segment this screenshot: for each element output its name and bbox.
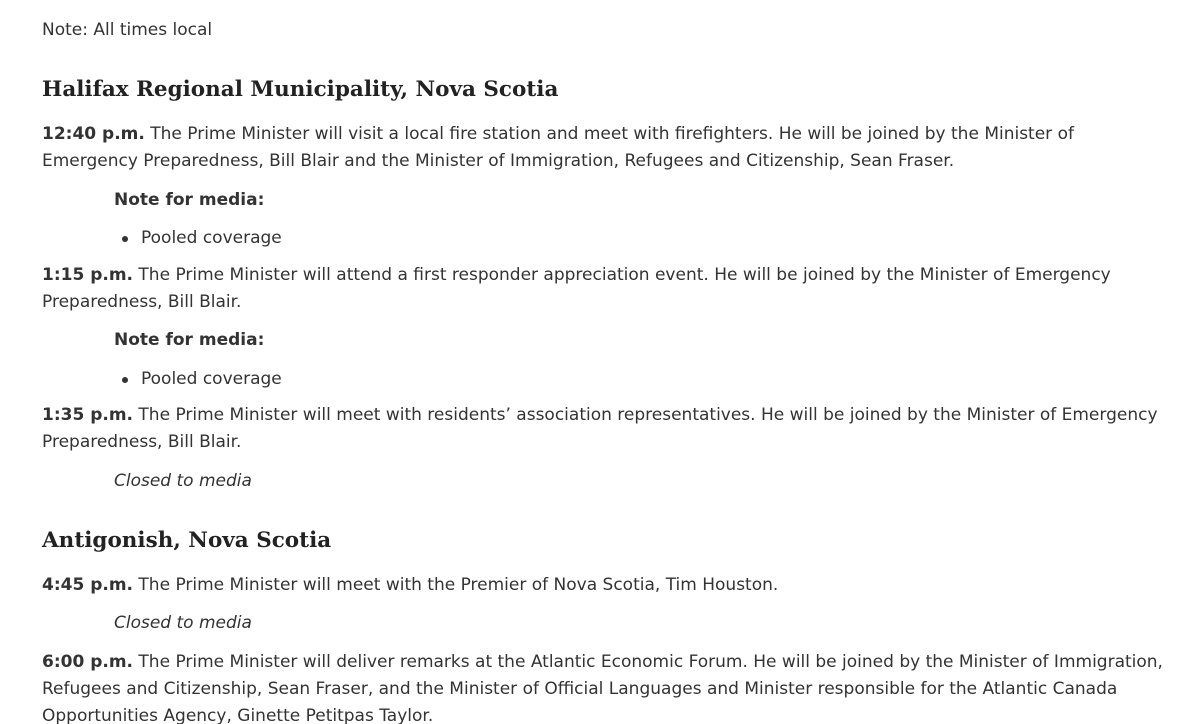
media-note-label: Note for media:	[114, 190, 265, 210]
media-note-list	[122, 227, 282, 249]
closed-to-media-note: Closed to media	[114, 613, 252, 633]
bullet-icon	[122, 236, 128, 242]
event-description: The Prime Minister will deliver remarks at the Atlantic Economic Forum. He will be joined by the Minister of Immigration, Refugees and Citizenship, Sean Fraser, and the Minister of Official Languages and Minister responsible for the Atlantic Canada Opportunities Agency, Ginette Petitpas Taylor.	[42, 652, 1163, 724]
list-item: Pooled coverage	[122, 368, 282, 390]
event-time: 6:00 p.m.	[42, 652, 134, 672]
times-note: Note: All times local	[42, 20, 213, 40]
list-item: Pooled coverage	[122, 227, 282, 249]
event-description: The Prime Minister will meet with residents’ association representatives. He will be joined by the Minister of Emergency Preparedness, Bill Blair.	[42, 405, 1158, 452]
event-item	[42, 402, 1167, 456]
section-heading-antigonish: Antigonish, Nova Scotia	[42, 528, 332, 553]
event-time: 1:15 p.m.	[42, 265, 134, 285]
event-time: 12:40 p.m.	[42, 124, 145, 144]
event-item	[42, 649, 1167, 724]
section-heading-halifax: Halifax Regional Municipality, Nova Scotia	[42, 77, 559, 102]
event-item	[42, 572, 1167, 599]
media-note-list	[122, 368, 282, 390]
media-note-label: Note for media:	[114, 330, 265, 350]
bullet-icon	[122, 377, 128, 383]
event-time: 4:45 p.m.	[42, 575, 134, 595]
event-item	[42, 262, 1167, 316]
event-time: 1:35 p.m.	[42, 405, 134, 425]
event-description: The Prime Minister will visit a local fire station and meet with firefighters. He will be joined by the Minister of Emergency Preparedness, Bill Blair and the Minister of Immigration, Refugees and Citizenship, Sean Fraser.	[42, 124, 1074, 171]
event-description: The Prime Minister will meet with the Premier of Nova Scotia, Tim Houston.	[138, 575, 779, 595]
event-description: The Prime Minister will attend a first responder appreciation event. He will be joined by the Minister of Emergency Preparedness, Bill Blair.	[42, 265, 1111, 312]
closed-to-media-note: Closed to media	[114, 471, 252, 491]
event-item	[42, 121, 1167, 175]
